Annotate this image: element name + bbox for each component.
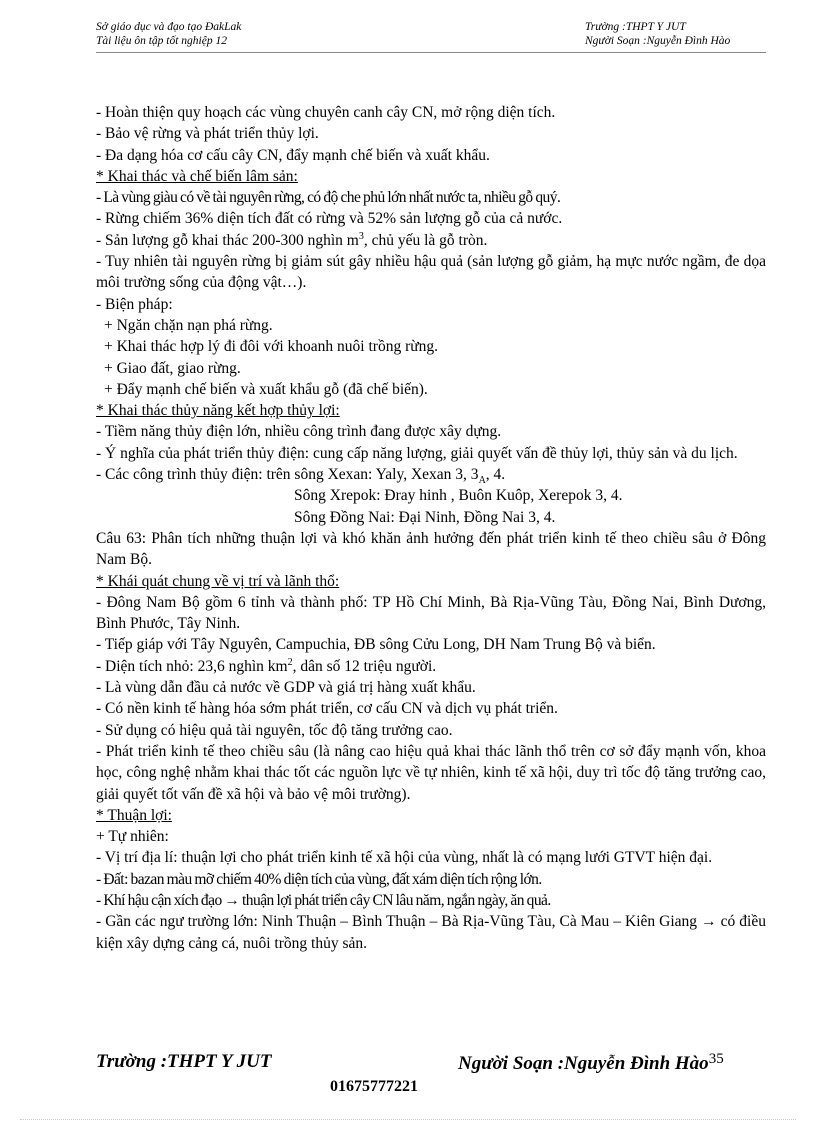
text-paragraph: - Đông Nam Bộ gồm 6 tỉnh và thành phố: TP Hồ Chí Minh, Bà Rịa-Vũng Tàu, Đồng Nai, Bình Dương, Bình Phước, Tây Ninh.	[96, 593, 766, 633]
footer-phone: 01675777221	[330, 1078, 418, 1095]
text-line: - Đa dạng hóa cơ cấu cây CN, đẩy mạnh chế biến và xuất khẩu.	[96, 146, 490, 164]
text-paragraph: - Phát triển kinh tế theo chiều sâu (là nâng cao hiệu quả khai thác lãnh thổ trên cơ sở đẩy mạnh vốn, khoa học, công nghệ nhằm khai thác tốt các nguồn lực về tự nhiên, kinh tế xã hội, duy trì tốc độ tăng trưởng cao, giải quyết tốt vấn đề xã hội và bảo vệ môi trường).	[96, 742, 766, 803]
footer-author: Người Soạn :Nguyễn Đình Hào	[458, 1053, 709, 1074]
section-heading-advantages: * Thuận lợi:	[96, 806, 172, 824]
text-paragraph: - Tuy nhiên tài nguyên rừng bị giảm sút gây nhiều hậu quả (sản lượng gỗ giảm, hạ mực nước ngầm, đe dọa môi trường sống của động vật…).	[96, 253, 766, 292]
text-line: - Các công trình thủy điện: trên sông Xexan: Yaly, Xexan 3, $3_A$, 4.	[96, 466, 506, 487]
section-heading-hydropower: * Khai thác thủy năng kết hợp thủy lợi:	[96, 402, 340, 420]
list-item: + Đẩy mạnh chế biến và xuất khẩu gỗ (đã chế biến).	[104, 380, 428, 398]
document-body	[96, 102, 766, 954]
text-line: - Diện tích nhỏ: 23,6 nghìn $km^2$, dân số 12 triệu người.	[96, 656, 437, 675]
text-line: - Là vùng giàu có về tài nguyên rừng, có độ che phủ lớn nhất nước ta, nhiều gỗ quý.	[96, 189, 561, 207]
text-line: + Tự nhiên:	[96, 828, 169, 846]
text-line: - Đất: bazan màu mỡ chiếm 40% diện tích của vùng, đất xám diện tích rộng lớn.	[96, 870, 542, 888]
text-line: - Sản lượng gỗ khai thác 200-300 nghìn $m^3$, chủ yếu là gỗ tròn.	[96, 230, 488, 249]
text-line: - Biện pháp:	[96, 295, 173, 313]
text-line: - Khí hậu cận xích đạo → thuận lợi phát triển cây CN lâu năm, ngắn ngày, ăn quả.	[96, 891, 551, 909]
header-doc-title: Tài liệu ôn tập tốt nghiệp 12	[96, 35, 227, 47]
text-paragraph: - Tiếp giáp với Tây Nguyên, Campuchia, ĐB sông Cửu Long, DH Nam Trung Bộ và biển.	[96, 636, 656, 654]
section-heading-forestry: * Khai thác và chế biến lâm sản:	[96, 167, 298, 185]
footer-school: Trường :THPT Y JUT	[96, 1051, 272, 1072]
page-number: 35	[708, 1051, 724, 1067]
footer-author-wrap	[458, 1051, 724, 1075]
text-line: - Hoàn thiện quy hoạch các vùng chuyên canh cây CN, mở rộng diện tích.	[96, 104, 556, 121]
header-school: Trường :THPT Y JUT	[585, 21, 686, 33]
text-line: - Bảo vệ rừng và phát triển thủy lợi.	[96, 125, 319, 143]
text-paragraph: - Gần các ngư trường lớn: Ninh Thuận – Bình Thuận – Bà Rịa-Vũng Tàu, Cà Mau – Kiên Giang → có điều kiện xây dựng cảng cá, nuôi trồng thủy sản.	[96, 913, 766, 952]
text-line: - Tiềm năng thủy điện lớn, nhiều công trình đang được xây dựng.	[96, 423, 502, 441]
header-department: Sở giáo dục và đạo tạo ĐakLak	[96, 21, 242, 33]
header-divider	[96, 52, 766, 53]
question-63: Câu 63: Phân tích những thuận lợi và khó khăn ảnh hưởng đến phát triển kinh tế theo chiều sâu ở Đông Nam Bộ.	[96, 529, 766, 569]
list-item: + Giao đất, giao rừng.	[104, 359, 241, 377]
header-right	[585, 20, 730, 48]
text-paragraph: - Vị trí địa lí: thuận lợi cho phát triển kinh tế xã hội của vùng, nhất là có mạng lưới GTVT hiện đại.	[96, 849, 713, 867]
text-line: Sông Xrepok: Đray hinh , Buôn Kuôp, Xerepok 3, 4.	[294, 487, 623, 505]
header-left	[96, 20, 241, 48]
text-paragraph: - Ý nghĩa của phát triển thủy điện: cung cấp năng lượng, giải quyết vấn đề thủy lợi, thủy sản và du lịch.	[96, 444, 738, 462]
text-line: - Là vùng dẫn đầu cả nước về GDP và giá trị hàng xuất khẩu.	[96, 679, 476, 697]
list-item: + Ngăn chặn nạn phá rừng.	[104, 316, 273, 334]
text-line: - Sử dụng có hiệu quả tài nguyên, tốc độ tăng trưởng cao.	[96, 721, 453, 739]
section-heading-overview: * Khái quát chung về vị trí và lãnh thổ:	[96, 572, 340, 590]
text-line: Sông Đồng Nai: Đại Ninh, Đồng Nai 3, 4.	[294, 508, 556, 526]
text-line: - Có nền kinh tế hàng hóa sớm phát triển, cơ cấu CN và dịch vụ phát triển.	[96, 700, 558, 718]
page-bottom-border	[20, 1119, 796, 1120]
header-author: Người Soạn :Nguyễn Đình Hào	[585, 35, 731, 47]
text-line: - Rừng chiếm 36% diện tích đất có rừng và 52% sản lượng gỗ của cả nước.	[96, 210, 563, 228]
list-item: + Khai thác hợp lý đi đôi với khoanh nuôi trồng rừng.	[104, 338, 439, 356]
